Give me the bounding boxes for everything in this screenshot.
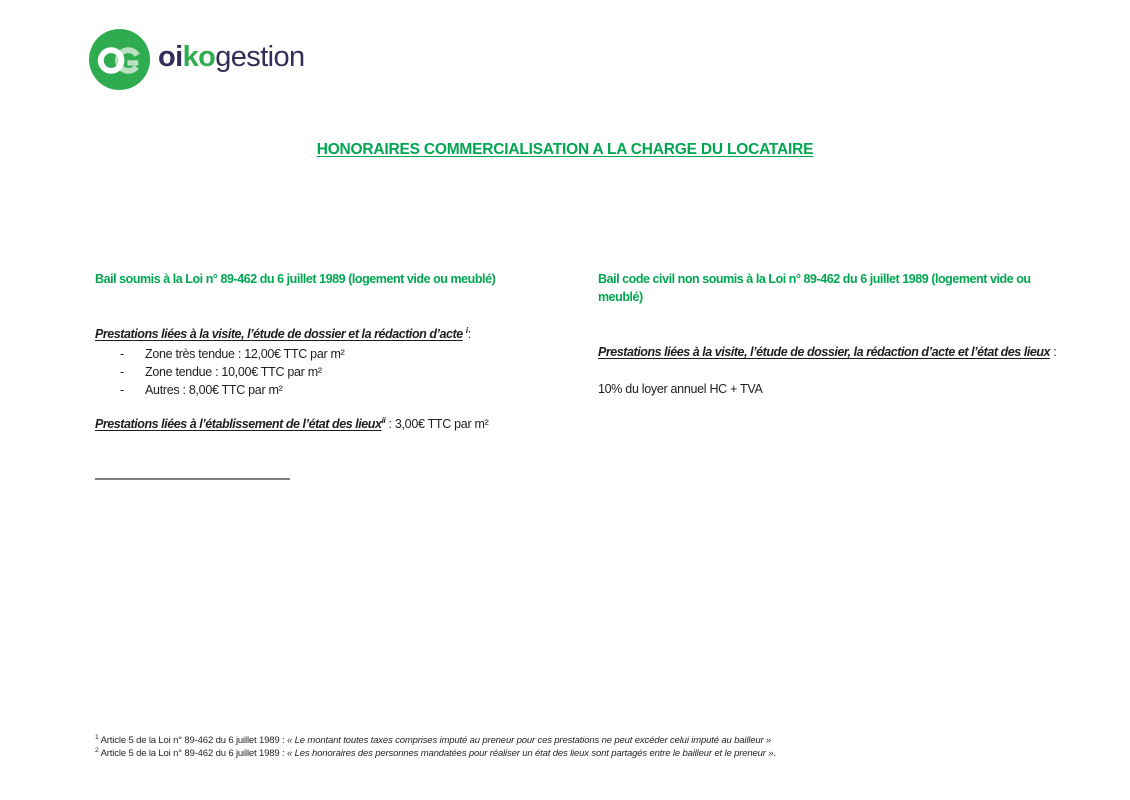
- fee-item-zone-tendue: [120, 363, 345, 381]
- right-section-colon: :: [1050, 345, 1057, 359]
- left-section-visit-colon: :: [467, 327, 471, 341]
- footnote-1-quote: « Le montant toutes taxes comprises imputé au preneur pour ces prestations ne peut excéder celui imputé au bailleur »: [287, 735, 772, 746]
- page-title: HONORAIRES COMMERCIALISATION A LA CHARGE DU LOCATAIRE: [316, 141, 814, 158]
- fee-item-text: Zone tendue : 10,00€ TTC par m²: [145, 365, 322, 379]
- footnote-2: [95, 747, 1055, 760]
- left-section-etat-value: : 3,00€ TTC par m²: [385, 417, 489, 431]
- fee-item-text: Autres : 8,00€ TTC par m²: [145, 383, 283, 397]
- footnote-1-prefix: Article 5 de la Loi n° 89-462 du 6 juillet 1989 :: [100, 735, 288, 746]
- fee-item-zone-tres-tendue: [120, 345, 345, 363]
- left-column-heading: Bail soumis à la Loi n° 89-462 du 6 juillet 1989 (logement vide ou meublé): [95, 272, 496, 286]
- left-section-visit-heading: [95, 325, 590, 343]
- left-section-etat-heading: [95, 415, 605, 433]
- logo-mark-icon: [88, 28, 151, 91]
- brand-text: [158, 43, 305, 76]
- footnote-ref-ii: ii: [381, 414, 386, 425]
- left-section-visit-label: Prestations liées à la visite, l’étude de dossier et la rédaction d’acte: [95, 327, 463, 341]
- brand-part-gestion: gestion: [215, 41, 305, 73]
- brand-part-ko: ko: [182, 41, 216, 73]
- footnote-separator: [95, 478, 290, 480]
- footnote-1: [95, 734, 1055, 747]
- fee-list: [120, 345, 345, 399]
- right-column-heading: Bail code civil non soumis à la Loi n° 89-462 du 6 juillet 1989 (logement vide ou meublé): [598, 272, 1031, 304]
- logo: [88, 28, 305, 91]
- footnotes: [95, 734, 1055, 760]
- footnote-marker-2: 2: [95, 746, 99, 754]
- bullet-dash: -: [120, 383, 124, 397]
- fee-item-text: Zone très tendue : 12,00€ TTC par m²: [145, 347, 345, 361]
- footnote-2-suffix: .: [773, 748, 776, 759]
- bullet-dash: -: [120, 347, 124, 361]
- footnote-2-prefix: Article 5 de la Loi n° 89-462 du 6 juillet 1989 :: [100, 748, 288, 759]
- brand-part-oi: oi: [158, 41, 183, 73]
- footnote-2-quote: « Les honoraires des personnes mandatées pour réaliser un état des lieux sont partagés entre le bailleur et le preneur »: [287, 748, 774, 759]
- footnote-ref-i: i: [465, 324, 468, 335]
- fee-item-autres: [120, 381, 345, 399]
- left-section-etat-label: Prestations liées à l’établissement de l’état des lieux: [95, 417, 382, 431]
- right-section-label: Prestations liées à la visite, l’étude de dossier, la rédaction d’acte et l’état des lieux: [598, 345, 1051, 359]
- right-section-heading: [598, 343, 1078, 361]
- right-section-value: 10% du loyer annuel HC + TVA: [598, 382, 763, 396]
- footnote-marker-1: 1: [95, 733, 99, 741]
- bullet-dash: -: [120, 365, 124, 379]
